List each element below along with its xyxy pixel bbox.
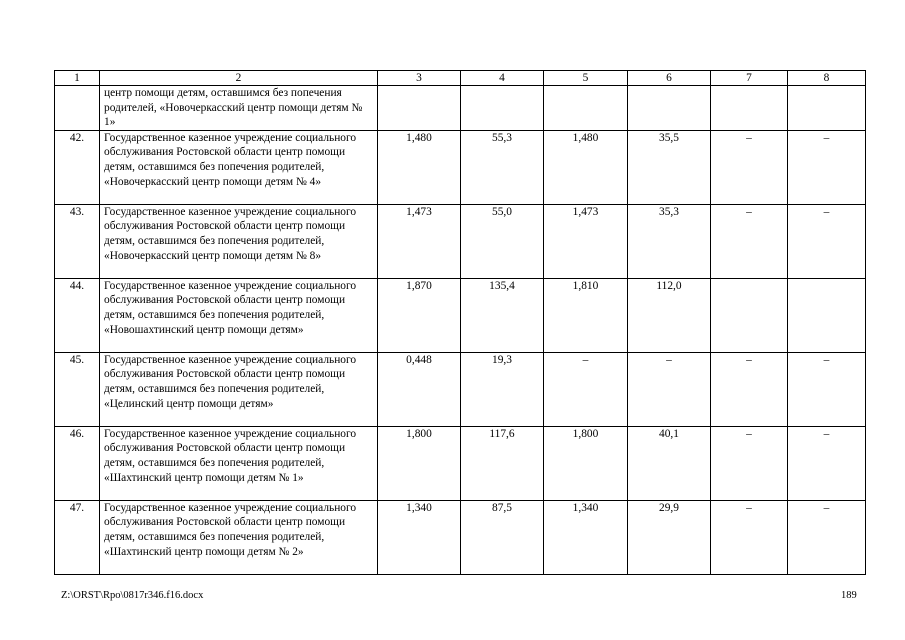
value-col-6: 35,5: [628, 130, 711, 204]
header-cell-4: 4: [461, 71, 544, 86]
institution-name: центр помощи детям, оставшимся без попечения родителей, «Новочеркасский центр помощи детям № 1»: [100, 86, 378, 131]
value-col-7: [711, 278, 788, 352]
value-col-5: 1,810: [544, 278, 628, 352]
value-col-6: –: [628, 352, 711, 426]
header-cell-2: 2: [100, 71, 378, 86]
value-cell: [461, 86, 544, 131]
value-col-4: 55,3: [461, 130, 544, 204]
value-col-8: [788, 278, 866, 352]
header-cell-5: 5: [544, 71, 628, 86]
table-row-continuation: [55, 86, 866, 131]
value-col-8: –: [788, 130, 866, 204]
institution-name: Государственное казенное учреждение социального обслуживания Ростовской области центр помощи детям, оставшимся без попечения родителей, «Шахтинский центр помощи детям № 2»: [100, 500, 378, 574]
value-col-5: 1,340: [544, 500, 628, 574]
value-col-7: –: [711, 352, 788, 426]
value-col-6: 40,1: [628, 426, 711, 500]
value-col-6: 29,9: [628, 500, 711, 574]
value-col-3: 1,870: [378, 278, 461, 352]
header-cell-1: 1: [55, 71, 100, 86]
table-row: [55, 352, 866, 426]
table-row: [55, 500, 866, 574]
value-col-7: –: [711, 500, 788, 574]
table-row: [55, 426, 866, 500]
value-col-8: –: [788, 500, 866, 574]
value-col-3: 1,473: [378, 204, 461, 278]
data-table: [54, 70, 866, 575]
value-col-7: –: [711, 204, 788, 278]
value-cell: [378, 86, 461, 131]
value-col-4: 117,6: [461, 426, 544, 500]
institution-name: Государственное казенное учреждение социального обслуживания Ростовской области центр помощи детям, оставшимся без попечения родителей, «Новошахтинский центр помощи детям»: [100, 278, 378, 352]
header-cell-6: 6: [628, 71, 711, 86]
page-number: 189: [841, 590, 857, 601]
value-col-5: 1,473: [544, 204, 628, 278]
value-col-3: 1,800: [378, 426, 461, 500]
footer-file-path: Z:\ORST\Rpo\0817r346.f16.docx: [61, 590, 204, 601]
value-col-5: –: [544, 352, 628, 426]
row-number: 44.: [55, 278, 100, 352]
institution-name: Государственное казенное учреждение социального обслуживания Ростовской области центр помощи детям, оставшимся без попечения родителей, «Новочеркасский центр помощи детям № 4»: [100, 130, 378, 204]
value-col-4: 19,3: [461, 352, 544, 426]
value-col-6: 35,3: [628, 204, 711, 278]
table-row: [55, 204, 866, 278]
value-col-8: –: [788, 352, 866, 426]
value-col-4: 87,5: [461, 500, 544, 574]
institution-name: Государственное казенное учреждение социального обслуживания Ростовской области центр помощи детям, оставшимся без попечения родителей, «Целинский центр помощи детям»: [100, 352, 378, 426]
value-cell: [628, 86, 711, 131]
value-col-4: 55,0: [461, 204, 544, 278]
header-cell-8: 8: [788, 71, 866, 86]
header-cell-3: 3: [378, 71, 461, 86]
header-row: [55, 71, 866, 86]
table-row: [55, 278, 866, 352]
value-col-4: 135,4: [461, 278, 544, 352]
value-cell: [544, 86, 628, 131]
row-number: 45.: [55, 352, 100, 426]
value-col-5: 1,800: [544, 426, 628, 500]
value-col-8: –: [788, 204, 866, 278]
table-row: [55, 130, 866, 204]
value-col-3: 1,340: [378, 500, 461, 574]
value-col-6: 112,0: [628, 278, 711, 352]
row-number: 46.: [55, 426, 100, 500]
value-col-8: –: [788, 426, 866, 500]
value-col-7: –: [711, 426, 788, 500]
value-col-7: –: [711, 130, 788, 204]
row-number: 42.: [55, 130, 100, 204]
institution-name: Государственное казенное учреждение социального обслуживания Ростовской области центр помощи детям, оставшимся без попечения родителей, «Новочеркасский центр помощи детям № 8»: [100, 204, 378, 278]
row-number: 43.: [55, 204, 100, 278]
value-cell: [788, 86, 866, 131]
row-number: 47.: [55, 500, 100, 574]
institution-name: Государственное казенное учреждение социального обслуживания Ростовской области центр помощи детям, оставшимся без попечения родителей, «Шахтинский центр помощи детям № 1»: [100, 426, 378, 500]
value-col-3: 0,448: [378, 352, 461, 426]
value-col-5: 1,480: [544, 130, 628, 204]
value-cell: [711, 86, 788, 131]
header-cell-7: 7: [711, 71, 788, 86]
row-number: [55, 86, 100, 131]
value-col-3: 1,480: [378, 130, 461, 204]
